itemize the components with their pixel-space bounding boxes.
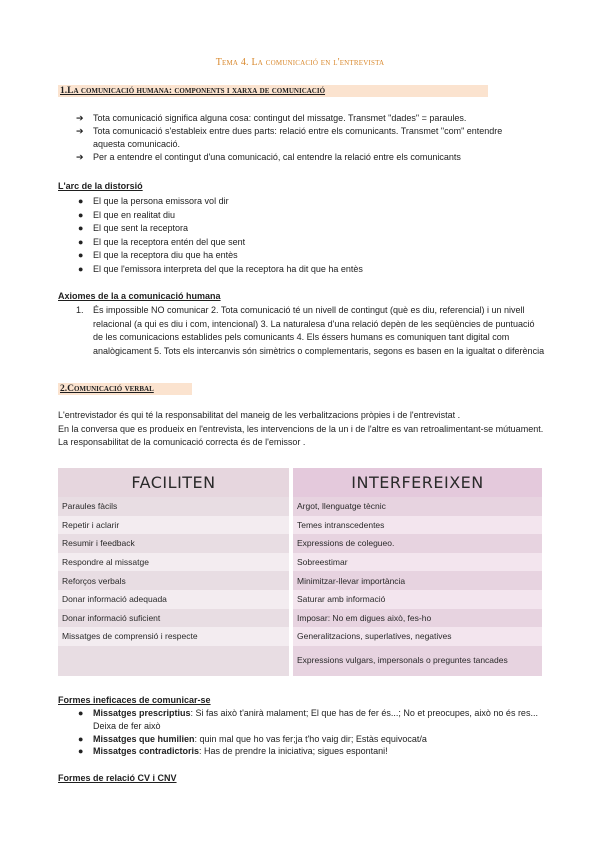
arc-heading: L'arc de la distorsió <box>58 181 143 191</box>
table-cell: Reforços verbals <box>58 571 291 590</box>
paragraph: L'entrevistador és qui té la responsabilitat del maneig de les verbalitzacions pròpies i de l'entrevistat . <box>58 410 461 420</box>
list-item: ● El que la persona emissora vol dir <box>76 195 546 209</box>
bullet-icon: ● <box>78 209 84 220</box>
table-row <box>58 553 542 572</box>
table-cell: Imposar: No em digues això, fes-ho <box>291 609 542 628</box>
section-heading-1: 1.La comunicació humana: components i xarxa de comunicació <box>58 85 488 97</box>
ineffective-heading: Formes ineficaces de comunicar-se <box>58 695 211 705</box>
arc-list <box>76 195 546 277</box>
arrow-icon: ➔ <box>76 126 84 136</box>
table-row <box>58 646 542 676</box>
table-row <box>58 534 542 553</box>
table-row <box>58 590 542 609</box>
relation-heading: Formes de relació CV i CNV <box>58 773 177 783</box>
bullet-icon: ● <box>78 250 84 261</box>
paragraph: En la conversa que es produeix en l'entrevista, les intervencions de la un i de l'altre es van retroalimentant-se mútuament. <box>58 423 544 434</box>
table-cell: Temes intranscedentes <box>291 516 542 535</box>
table-cell: Generalitzacions, superlatives, negatives <box>291 627 542 646</box>
column-header-faciliten: FACILITEN <box>58 468 291 497</box>
table-cell: Repetir i aclarir <box>58 516 291 535</box>
table-cell: Expressions vulgars, impersonals o preguntes tancades <box>291 646 542 676</box>
axioms-list <box>76 304 546 358</box>
table-cell: Sobreestimar <box>291 553 542 572</box>
table-cell <box>58 646 291 676</box>
bullet-icon: ● <box>78 746 84 757</box>
table-header-row <box>58 468 542 497</box>
list-item: ➔ Tota comunicació significa alguna cosa: contingut del missatge. Transmet "dades" = paraules. <box>76 113 467 123</box>
table-row <box>58 516 542 535</box>
table-cell: Missatges de comprensió i respecte <box>58 627 291 646</box>
table-row <box>58 627 542 646</box>
list-item: ● El que la receptora diu que ha entès <box>76 249 546 263</box>
table-row <box>58 571 542 590</box>
bullet-icon: ● <box>78 223 84 234</box>
comparison-table <box>58 468 542 676</box>
column-header-interfereixen: INTERFEREIXEN <box>291 468 542 497</box>
ineffective-list <box>76 707 544 758</box>
arrow-icon: ➔ <box>76 152 84 162</box>
list-number: 1. <box>76 305 84 315</box>
table-row <box>58 609 542 628</box>
bullet-icon: ● <box>78 196 84 206</box>
table-row <box>58 497 542 516</box>
list-item: ➔ Per a entendre el contingut d'una comunicació, cal entendre la relació entre els comunicants <box>76 152 461 162</box>
table-cell: Expressions de colegueo. <box>291 534 542 553</box>
list-item: ➔ Tota comunicació s'estableix entre dues parts: relació entre els comunicants. Transmet "com" entendre aquesta comunicació. <box>76 126 503 149</box>
table-cell: Paraules fàcils <box>58 497 291 516</box>
bullet-icon: ● <box>78 236 84 247</box>
axioms-heading: Axiomes de la a comunicació humana <box>58 291 221 301</box>
table-cell: Minimitzar-llevar importància <box>291 571 542 590</box>
table-cell: Saturar amb informació <box>291 590 542 609</box>
bullet-icon: ● <box>78 733 84 744</box>
list-item: ● Missatges que humilien: quin mal que ho vas fer;ja t'ho vaig dir; Estàs equivocat/a <box>78 733 427 744</box>
section-heading-2: 2.Comunicació verbal <box>58 383 192 395</box>
axioms-text: És impossible NO comunicar 2. Tota comunicació té un nivell de contingut (què es diu, referencial) i un nivell relacional (a qui es diu i com, intencional) 3. La naturalesa d'una relació depèn de les seqüències de puntuació de les comunicacions establides pels comunicants 4. Els éssers humans es comuniquen tant digital com analògicament 5. Tots els intercanvis són simètrics o complementaris, segons es basen en la igualtat o diferència <box>93 305 545 356</box>
intro-paragraph <box>58 409 548 450</box>
list-item: ● El que la receptora entén del que sent <box>76 236 546 250</box>
list-item <box>76 304 546 358</box>
paragraph: La responsabilitat de la comunicació correcta és de l'emissor . <box>58 437 306 447</box>
table-cell: Respondre al missatge <box>58 553 291 572</box>
bullet-icon: ● <box>78 263 84 274</box>
arrow-icon: ➔ <box>76 113 84 123</box>
arrow-list <box>76 112 536 164</box>
table-cell: Argot, llenguatge tècnic <box>291 497 542 516</box>
list-item: ● Missatges contradictoris: Has de prendre la iniciativa; sigues espontani! <box>78 746 388 757</box>
page-title: Tema 4. La comunicació en l'entrevista <box>215 57 385 68</box>
list-item: ● El que en realitat diu <box>76 209 546 223</box>
list-item: ● El que l'emissora interpreta del que la receptora ha dit que ha entès <box>76 263 546 277</box>
bullet-icon: ● <box>78 708 84 718</box>
list-item: ● Missatges prescriptius: Si fas això t'anirà malament; El que has de fer és...; No et preocupes, això no és res... Deixa de fer això <box>78 708 538 731</box>
list-item: ● El que sent la receptora <box>76 222 546 236</box>
table-cell: Resumir i feedback <box>58 534 291 553</box>
table-cell: Donar informació adequada <box>58 590 291 609</box>
table-cell: Donar informació suficient <box>58 609 291 628</box>
